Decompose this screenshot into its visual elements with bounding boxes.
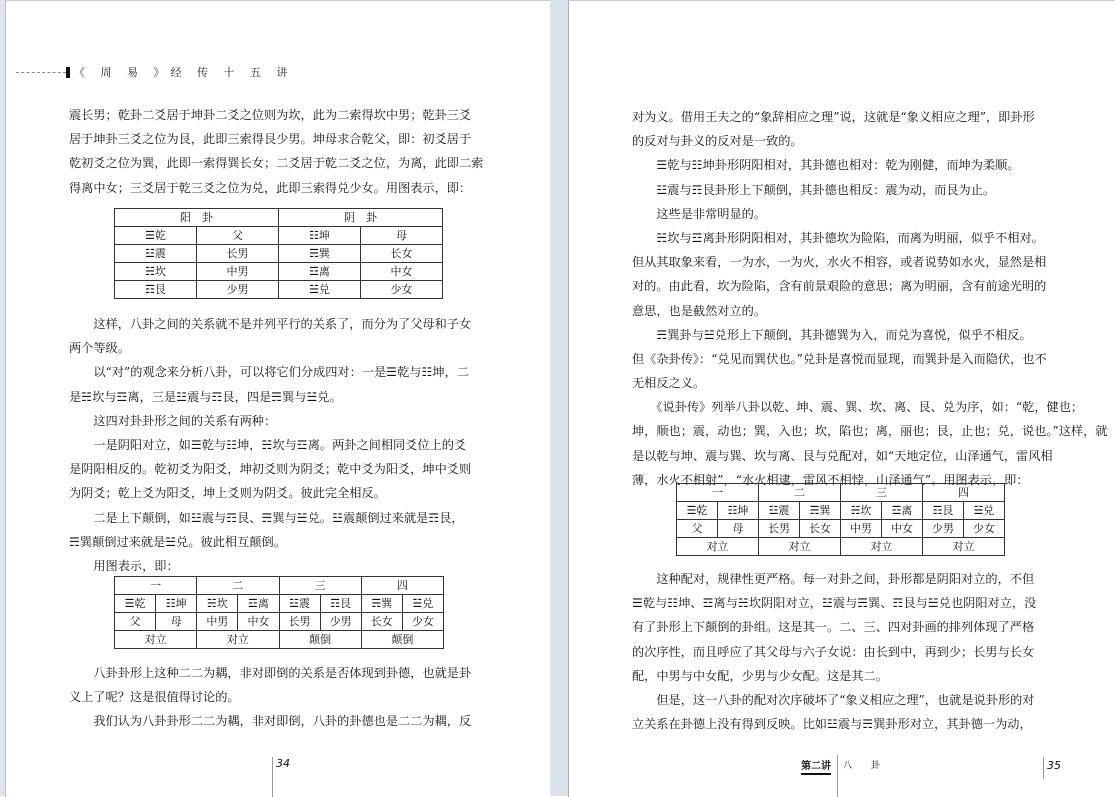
role-cell: 长女: [800, 520, 841, 538]
text-line: 有了卦形上下颠倒的卦组。这是其一。二、三、四对卦画的排列体现了严格: [632, 620, 1035, 635]
table-header-row: [115, 209, 443, 227]
table-cell: 母: [361, 227, 443, 245]
text-line: 这种配对，规律性更严格。每一对卦之间，卦形都是阴阳对立的，不但: [632, 572, 1035, 586]
relation-row: [677, 538, 1005, 556]
group-row: [677, 484, 1005, 502]
text-line: 八卦卦形上这种二二为耦，非对即倒的关系是否体现到卦德，也就是卦: [69, 666, 472, 680]
running-head-marker: [66, 67, 70, 78]
table-row: [115, 227, 443, 245]
text-line: 用图表示，即：: [69, 558, 179, 573]
right-paragraph-1: [632, 105, 1107, 492]
table-cell: ☲离: [279, 263, 361, 281]
header-cell: 阴 卦: [279, 209, 443, 227]
role-cell: 少男: [320, 613, 361, 631]
table-row: [115, 263, 443, 281]
text-line: 是阴阳相反的。乾初爻为阳爻，坤初爻则为阴爻；乾中爻为阳爻，坤中爻则: [69, 462, 472, 477]
table-cell: ☶艮: [115, 281, 197, 299]
role-cell: 中女: [238, 613, 279, 631]
text-line: 是☵坎与☲离，三是☳震与☶艮，四是☴巽与☱兑。: [69, 389, 342, 404]
relation-cell: 对立: [115, 631, 197, 649]
text-line: 对的。由此看，坎为险陷，含有前景艰险的意思；离为明丽，含有前途光明的: [632, 279, 1047, 294]
text-line: 意思，也是截然对立的。: [632, 303, 767, 318]
parents-children-table: [114, 208, 443, 299]
text-line: 我们认为八卦卦形二二为耦，非对即倒，八卦的卦德也是二二为耦，反: [69, 714, 472, 729]
role-cell: 母: [718, 520, 759, 538]
role-row: [115, 613, 444, 631]
footer-divider: [837, 755, 838, 797]
chapter-label: 第二讲: [801, 757, 831, 775]
group-cell: 三: [279, 577, 361, 595]
text-line: 无相反之义。: [632, 376, 706, 391]
table-cell: ☷坤: [279, 227, 361, 245]
role-cell: 中男: [197, 613, 238, 631]
relation-cell: 对立: [841, 538, 923, 556]
text-line: 但是，这一八卦的配对次序破坏了“象义相应之理”，也就是说卦形的对: [632, 692, 1035, 707]
trigram-cell: ☱兑: [402, 595, 443, 613]
group-cell: 一: [115, 577, 197, 595]
table-cell: ☱兑: [279, 281, 361, 299]
role-cell: 长男: [759, 520, 800, 538]
role-cell: 少女: [402, 613, 443, 631]
table-cell: 长男: [197, 245, 279, 263]
relation-cell: 对立: [197, 631, 279, 649]
text-line: 为阴爻；乾上爻为阳爻，坤上爻则为阴爻。彼此完全相反。: [69, 486, 386, 501]
role-cell: 长女: [361, 613, 402, 631]
table-cell: 少女: [361, 281, 443, 299]
running-head-title: 《 周 易 》经 传 十 五 讲: [74, 66, 294, 79]
text-line: 的反对与卦义的反对是一致的。: [632, 134, 803, 149]
trigram-cell: ☶艮: [923, 502, 964, 520]
relation-cell: 颠倒: [279, 631, 361, 649]
text-line: 配，中男与中女配，少男与少女配。这是其二。: [632, 668, 888, 683]
table-cell: 父: [197, 227, 279, 245]
role-cell: 父: [677, 520, 718, 538]
relation-row: [115, 631, 444, 649]
table-cell: ☵坎: [115, 263, 197, 281]
group-cell: 四: [361, 577, 443, 595]
text-line: 以“对”的观念来分析八卦，可以将它们分成四对：一是☰乾与☷坤，二: [69, 365, 469, 380]
running-head: [16, 65, 293, 79]
trigram-cell: ☲离: [882, 502, 923, 520]
text-line: 乾初爻之位为巽，此即一索得巽长女；二爻居于乾二爻之位，为离，此即二索: [69, 156, 484, 171]
group-cell: 一: [677, 484, 759, 502]
text-line: ☵坎与☲离卦形阴阳相对，其卦德坎为险陷，而离为明丽，似乎不相对。: [632, 230, 1044, 245]
right-paragraph-2: [632, 567, 1036, 736]
table-row: [115, 245, 443, 263]
left-paragraph-2: [69, 312, 471, 578]
left-paragraph-1: [69, 103, 483, 200]
table-cell: 中男: [197, 263, 279, 281]
footer-rule: [272, 757, 273, 797]
header-cell: 阳 卦: [115, 209, 279, 227]
relation-cell: 对立: [923, 538, 1005, 556]
text-line: 这些是非常明显的。: [632, 206, 767, 221]
text-line: 二是上下颠倒，如☳震与☶艮、☴巽与☱兑。☳震颠倒过来就是☶艮，: [69, 510, 464, 525]
relation-cell: 对立: [759, 538, 841, 556]
group-cell: 二: [759, 484, 841, 502]
trigram-cell: ☱兑: [964, 502, 1005, 520]
group-cell: 三: [841, 484, 923, 502]
role-cell: 长男: [279, 613, 320, 631]
text-line: ☳震与☶艮卦形上下颠倒，其卦德也相反：震为动，而艮为止。: [632, 182, 996, 197]
page-34: [5, 0, 550, 797]
left-paragraph-3: [69, 661, 471, 734]
page-35: [568, 0, 1115, 797]
trigram-cell: ☴巽: [800, 502, 841, 520]
text-line: 立关系在卦德上没有得到反映。比如☳震与☴巽卦形对立，其卦德一为动，: [632, 717, 1032, 732]
trigram-cell: ☵坎: [197, 595, 238, 613]
table-cell: ☴巽: [279, 245, 361, 263]
trigram-cell: ☵坎: [841, 502, 882, 520]
text-line: ☴巽卦与☱兑形上下颠倒，其卦德巽为入，而兑为喜悦，似乎不相反。: [632, 327, 1032, 342]
pairs-table-right: [676, 483, 1005, 556]
text-line: 居于坤卦三爻之位为艮，此即三索得艮少男。坤母求合乾父，即：初爻居于: [69, 132, 472, 147]
text-line: 震长男；乾卦二爻居于坤卦二爻之位则为坎，此为二索得坎中男；乾卦三爻: [69, 108, 472, 122]
role-cell: 少女: [964, 520, 1005, 538]
pairs-table-left: [114, 576, 444, 649]
running-head-rule: [16, 72, 66, 73]
trigram-row: [115, 595, 444, 613]
trigram-row: [677, 502, 1005, 520]
text-line: ☰乾与☷坤、☲离与☵坎阴阳对立，☳震与☴巽、☶艮与☱兑也阴阳对立，没: [632, 596, 1037, 611]
trigram-cell: ☷坤: [718, 502, 759, 520]
table-cell: 少男: [197, 281, 279, 299]
trigram-cell: ☳震: [279, 595, 320, 613]
text-line: 是以乾与坤、震与巽、坎与离、艮与兑配对，如“天地定位，山泽通气，雷风相: [632, 448, 1053, 463]
trigram-cell: ☶艮: [320, 595, 361, 613]
group-cell: 二: [197, 577, 279, 595]
trigram-cell: ☷坤: [156, 595, 197, 613]
relation-cell: 对立: [677, 538, 759, 556]
text-line: ☰乾与☷坤卦形阴阳相对，其卦德也相对：乾为刚健，而坤为柔顺。: [632, 158, 1020, 173]
group-row: [115, 577, 444, 595]
role-cell: 父: [115, 613, 156, 631]
table-cell: ☳震: [115, 245, 197, 263]
trigram-cell: ☲离: [238, 595, 279, 613]
trigram-cell: ☴巽: [361, 595, 402, 613]
text-line: 《说卦传》列举八卦以乾、坤、震、巽、坎、离、艮、兑为序，如：“乾，健也；: [632, 400, 1084, 415]
role-cell: 母: [156, 613, 197, 631]
group-cell: 四: [923, 484, 1005, 502]
table-cell: 中女: [361, 263, 443, 281]
page-number: 34: [276, 757, 290, 770]
text-line: 薄，水火不相射”，“水火相逮，雷风不相悖，山泽通气”。用图表示，即：: [632, 472, 1029, 487]
text-line: 这样，八卦之间的关系就不是并列平行的关系了，而分为了父母和子女: [69, 317, 472, 331]
trigram-cell: ☰乾: [677, 502, 718, 520]
text-line: ☴巽颠倒过来就是☱兑。彼此相互颠倒。: [69, 534, 286, 549]
relation-cell: 颠倒: [361, 631, 443, 649]
text-line: 这四对卦卦形之间的关系有两种：: [69, 413, 277, 428]
text-line: 两个等级。: [69, 341, 130, 356]
text-line: 坤，顺也；震，动也；巽，入也；坎，陷也；离，丽也；艮，止也；兑，说也。”这样，就: [632, 424, 1108, 439]
page-gutter: [550, 0, 569, 796]
table-row: [115, 281, 443, 299]
text-line: 但从其取象来看，一为水，一为火，水火不相容，或者说势如水火，显然是相: [632, 255, 1047, 270]
footer-rule: [1043, 757, 1044, 779]
page-number: 35: [1047, 759, 1061, 772]
role-cell: 少男: [923, 520, 964, 538]
text-line: 的次序性，而且呼应了其父母与六子女说：由长到中，再到少；长男与长女: [632, 644, 1035, 659]
text-line: 对为义。借用王夫之的“象辞相应之理”说，这就是“象义相应之理”，即卦形: [632, 110, 1035, 124]
chapter-title: 八 卦: [843, 761, 888, 771]
table-cell: ☰乾: [115, 227, 197, 245]
trigram-cell: ☰乾: [115, 595, 156, 613]
trigram-cell: ☳震: [759, 502, 800, 520]
role-row: [677, 520, 1005, 538]
role-cell: 中男: [841, 520, 882, 538]
table-cell: 长女: [361, 245, 443, 263]
text-line: 一是阴阳对立，如☰乾与☷坤，☵坎与☲离。两卦之间相同爻位上的爻: [69, 437, 467, 452]
text-line: 义上了呢？这是很值得讨论的。: [69, 690, 240, 705]
role-cell: 中女: [882, 520, 923, 538]
text-line: 但《杂卦传》：“兑见而巽伏也。”兑卦是喜悦而显现，而巽卦是入而隐伏，也不: [632, 351, 1047, 366]
text-line: 得离中女；三爻居于乾三爻之位为兑，此即三索得兑少女。用图表示，即：: [69, 180, 472, 195]
